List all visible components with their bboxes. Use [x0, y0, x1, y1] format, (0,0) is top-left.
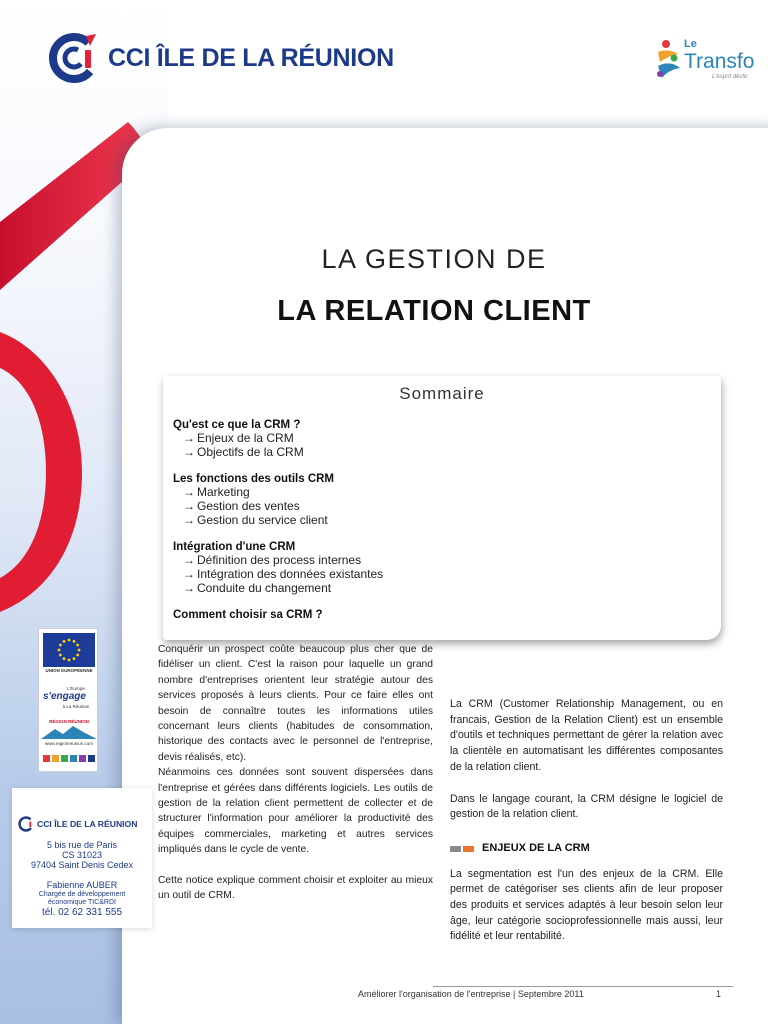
- section-heading-text: ENJEUX DE LA CRM: [482, 841, 590, 854]
- engage-badge: s'engage: [43, 691, 86, 702]
- eu-flag-icon: [43, 633, 95, 667]
- sommaire-item[interactable]: → Enjeux de la CRM: [183, 431, 294, 445]
- arrow-right-icon: →: [183, 581, 195, 595]
- definition-paragraph-2: Dans le langage courant, la CRM désigne le logiciel de gestion de la relation client.: [450, 792, 723, 821]
- arrow-right-icon: →: [183, 445, 195, 459]
- sommaire-section: [173, 609, 323, 621]
- sommaire-section-heading[interactable]: Intégration d'une CRM: [173, 541, 296, 553]
- sommaire-section: [173, 473, 334, 527]
- arrow-right-icon: →: [183, 567, 195, 581]
- contact-name: Fabienne AUBER: [46, 880, 118, 890]
- page-number: 1: [716, 989, 722, 999]
- page-title-line-1: LA GESTION DE: [321, 244, 547, 274]
- funding-badges: [38, 628, 98, 772]
- arrow-right-icon: →: [183, 513, 195, 527]
- contact-role-1: Chargée de développement: [38, 891, 126, 898]
- section-heading-enjeux: [450, 841, 723, 857]
- cci-logo-icon: [18, 816, 34, 832]
- transfo-tagline: L'esprit déclic: [712, 74, 749, 80]
- contact-address-2: CS 31023: [61, 850, 103, 860]
- transfo-word-text: Transfo: [684, 50, 755, 73]
- contact-address-3: 97404 Saint Denis Cedex: [30, 860, 134, 870]
- sommaire-item[interactable]: → Intégration des données existantes: [183, 567, 384, 581]
- sommaire-section-heading[interactable]: Qu'est ce que la CRM ?: [173, 419, 301, 431]
- cci-logo[interactable]: [48, 32, 394, 84]
- arrow-right-icon: →: [183, 499, 195, 513]
- sommaire-item[interactable]: → Gestion des ventes: [183, 499, 300, 513]
- contact-card: [12, 788, 152, 928]
- transfo-le-text: Le: [684, 38, 697, 50]
- sommaire-item[interactable]: → Gestion du service client: [183, 513, 328, 527]
- gray-square-icon: [450, 846, 461, 852]
- intro-paragraph-3: Cette notice explique comment choisir et exploiter au mieux un outil de CRM.: [158, 874, 433, 902]
- cci-logo-text: CCI ÎLE DE LA RÉUNION: [108, 43, 394, 72]
- contact-address-1: 5 bis rue de Paris: [46, 840, 118, 850]
- sommaire-section-heading[interactable]: Les fonctions des outils CRM: [173, 473, 335, 485]
- region-label: RÉGION RÉUNION: [49, 719, 89, 724]
- region-mountain-icon: [41, 725, 97, 739]
- arrow-right-icon: →: [183, 485, 195, 499]
- sommaire-item[interactable]: → Conduite du changement: [183, 581, 332, 595]
- footer-divider: [433, 986, 733, 987]
- contact-logo-text: CCI ÎLE DE LA RÉUNION: [37, 819, 138, 829]
- sommaire-item[interactable]: → Marketing: [183, 485, 250, 499]
- definition-paragraph-1: La CRM (Customer Relationship Management, ou en francais, Gestion de la Relation Client) est un ensemble d'outils et techniques permettant de gérer la relation avec la clientèle en automatisant les différentes composantes de la relation client.: [450, 698, 723, 773]
- sommaire-section: [173, 419, 304, 459]
- region-url: www.regionreunion.com: [44, 741, 94, 746]
- sommaire-section-heading[interactable]: Comment choisir sa CRM ?: [173, 609, 323, 621]
- contact-role-2: économique TIC&RDI: [48, 899, 116, 906]
- eu-label: UNION EUROPÉENNE: [45, 668, 93, 673]
- engage-line-2: à La Réunion: [62, 704, 90, 709]
- color-strip: [43, 755, 95, 762]
- sommaire-item[interactable]: → Objectifs de la CRM: [183, 445, 304, 459]
- contact-cci-logo: [18, 816, 137, 832]
- arrow-right-icon: →: [183, 553, 195, 567]
- definition-column: [450, 697, 723, 945]
- le-transfo-logo[interactable]: [654, 36, 754, 84]
- orange-square-icon: [463, 846, 474, 852]
- page-title-line-2: LA RELATION CLIENT: [277, 295, 591, 327]
- intro-paragraph-2: Néanmoins ces données sont souvent dispersées dans l'entreprise et gérées dans différents logiciels. Les outils de gestion de la relation client permettent de collecter et de structurer l'information pour améliorer la productivité des équipes commerciales, marketing et autres services impliqués dans le cycle de vente.: [158, 767, 433, 856]
- footer-text: Améliorer l'organisation de l'entreprise | Septembre 2011: [358, 989, 584, 999]
- sommaire-item[interactable]: → Définition des process internes: [183, 553, 362, 567]
- sommaire-box: [163, 376, 721, 640]
- contact-phone[interactable]: tél. 02 62 331 555: [41, 907, 123, 918]
- intro-paragraph-1: Conquérir un prospect coûte beaucoup plus cher que de fidéliser un client. C'est la raison pour laquelle un grand nombre d'entreprises orientent leur stratégie autour des services proposés à leurs clients. Pour ce faire elles ont besoin de connaître toutes les informations utiles concernant leurs clients (habitudes de consommation, historique des contacts avec le personnel de l'entreprise, devis réalisés, etc).: [158, 644, 433, 763]
- definition-paragraph-3: La segmentation est l'un des enjeux de la CRM. Elle permet de catégoriser ses clients afin de leur proposer des produits et services adaptés à leur besoin selon leur âge, leur catégorie socioprofessionnelle mais aussi, leur fidélité et leur rentabilité.: [450, 867, 723, 943]
- sommaire-section: [173, 541, 383, 595]
- engage-line-1: L'Europe: [67, 686, 85, 691]
- intro-column: [158, 642, 433, 904]
- transfo-figures-icon: [654, 38, 684, 82]
- sommaire-title: Sommaire: [399, 384, 485, 403]
- arrow-right-icon: →: [183, 431, 195, 445]
- cci-logo-icon: [48, 32, 100, 84]
